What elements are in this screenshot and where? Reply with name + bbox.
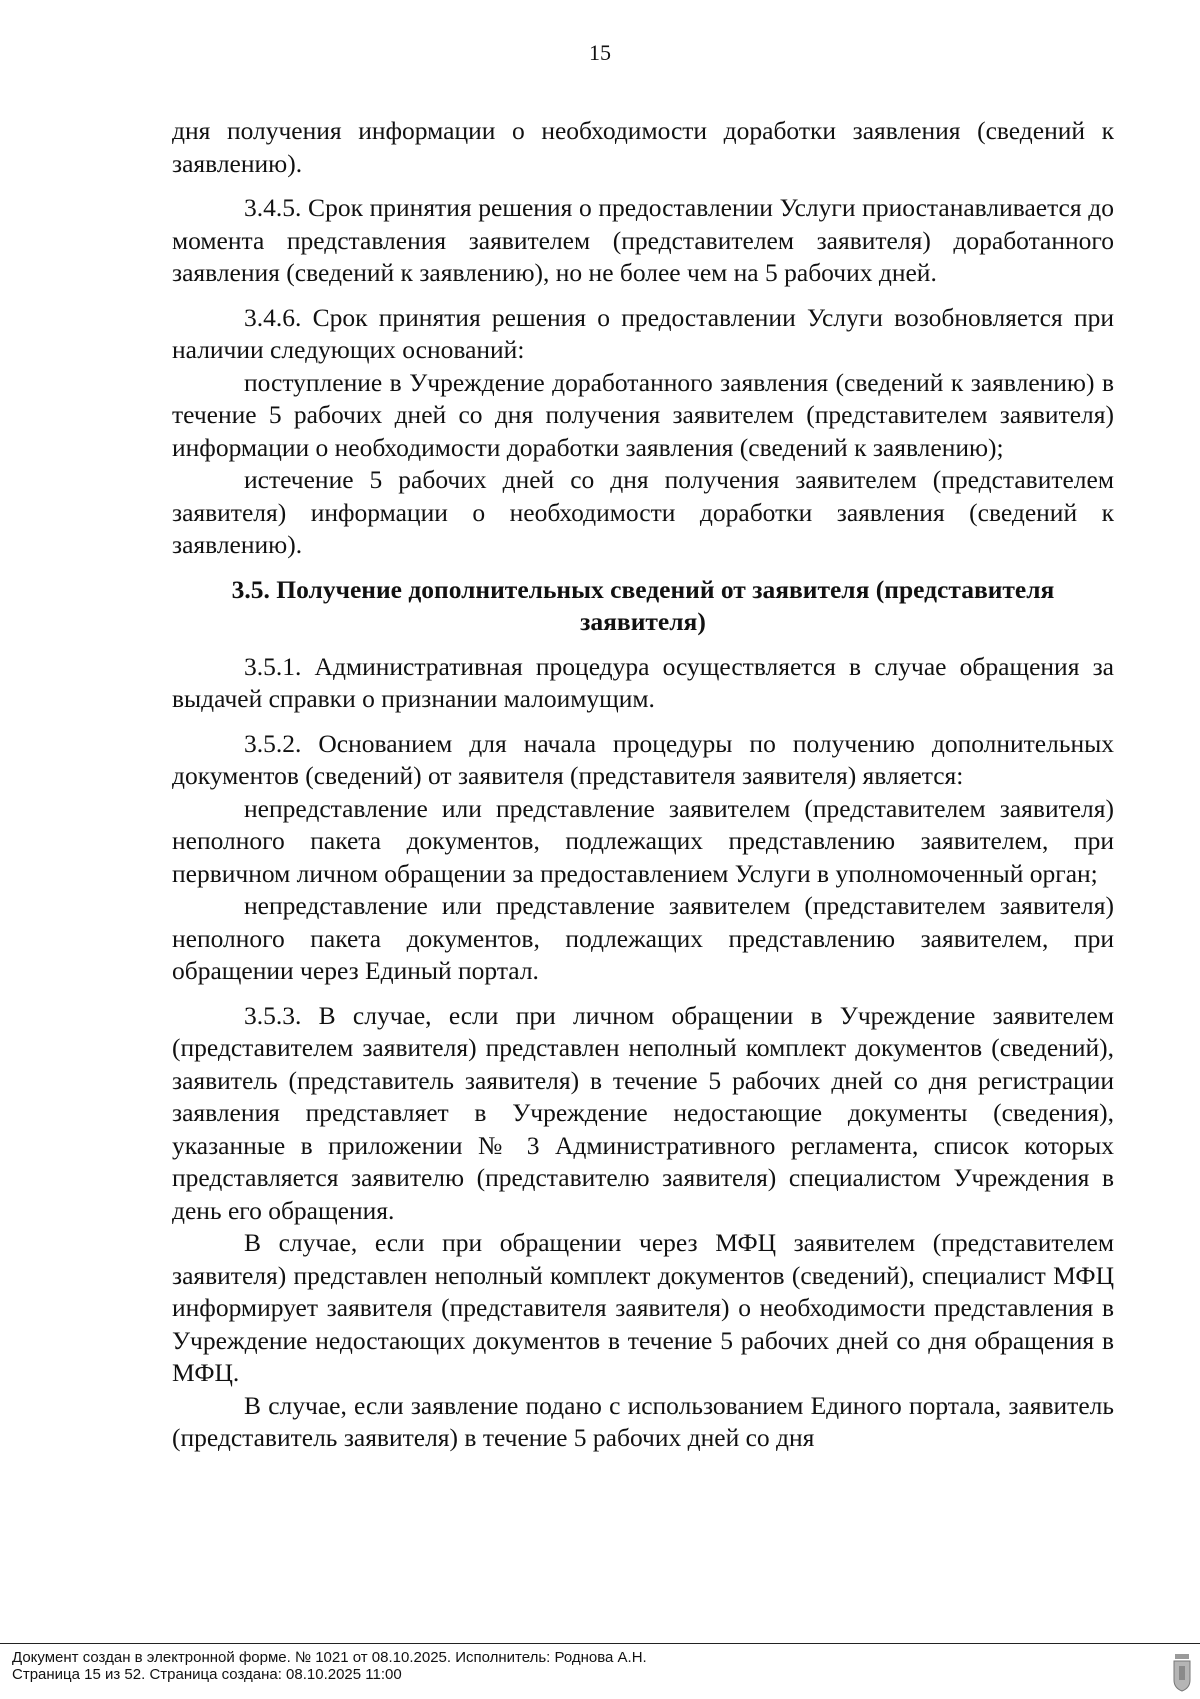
paragraph-3-5-1: 3.5.1. Административная процедура осуществляется в случае обращения за выдачей справки о признании малоимущим. (172, 651, 1114, 713)
paragraph-ground-1: непредставление или представление заявителем (представителем заявителя) неполного пакета документов, подлежащих представлению заявителем, при первичном личном обращении за предоставлением Услуги в уполномоченный орган; (172, 793, 1114, 888)
paragraph-basis-2: истечение 5 рабочих дней со дня получения заявителем (представителем заявителя) информации о необходимости доработки заявления (сведений к заявлению). (172, 465, 1114, 559)
footer-line-2: Страница 15 из 52. Страница создана: 08.10.2025 11:00 (12, 1666, 402, 1683)
footer-line-1: Документ создан в электронной форме. № 1021 от 08.10.2025. Исполнитель: Роднова А.Н. (12, 1649, 647, 1666)
page-number: 15 (589, 40, 611, 65)
paragraph-basis-1: поступление в Учреждение доработанного заявления (сведений к заявлению) в течение 5 рабочих дней со дня получения заявителем (представителем заявителя) информации о необходимости доработки заявления (сведений к заявлению); (172, 367, 1114, 462)
paragraph-ground-2: непредставление или представление заявителем (представителем заявителя) неполного пакета документов, подлежащих представлению заявителем, при обращении через Единый портал. (172, 891, 1114, 985)
coat-of-arms-icon (1172, 1652, 1192, 1692)
paragraph-continuation: дня получения информации о необходимости доработки заявления (сведений к заявлению). (172, 116, 1114, 178)
paragraph-3-4-6: 3.4.6. Срок принятия решения о предоставлении Услуги возобновляется при наличии следующих оснований: (172, 302, 1114, 364)
paragraph-mfc: В случае, если при обращении через МФЦ заявителем (представителем заявителя) представлен неполный комплект документов (сведений), специалист МФЦ информирует заявителя (представителя заявителя) о необходимости представления в Учреждение недостающих документов в течение 5 рабочих дней со дня обращения в МФЦ. (172, 1228, 1114, 1387)
paragraph-portal: В случае, если заявление подано с использованием Единого портала, заявитель (представитель заявителя) в течение 5 рабочих дней со дня (172, 1390, 1114, 1452)
paragraph-3-5-2: 3.5.2. Основанием для начала процедуры по получению дополнительных документов (сведений) от заявителя (представителя заявителя) является: (172, 728, 1114, 790)
document-footer (0, 1643, 1200, 1699)
footer-info (12, 1649, 647, 1683)
paragraph-3-5-3: 3.5.3. В случае, если при личном обращении в Учреждение заявителем (представителем заявителя) представлен неполный комплект документов (сведений), заявитель (представитель заявителя) в течение 5 рабочих дней со дня регистрации заявления представляет в Учреждение недостающие документы (сведения), указанные в приложении № 3 Административного регламента, список которых представляется заявителю (представителю заявителя) специалистом Учреждения в день его обращения. (172, 1000, 1114, 1225)
paragraph-3-4-5: 3.4.5. Срок принятия решения о предоставлении Услуги приостанавливается до момента представления заявителем (представителем заявителя) доработанного заявления (сведений к заявлению), но не более чем на 5 рабочих дней. (172, 193, 1114, 287)
section-heading-3-5: 3.5. Получение дополнительных сведений от заявителя (представителя заявителя) (231, 574, 1055, 636)
document-body (172, 115, 1114, 1455)
